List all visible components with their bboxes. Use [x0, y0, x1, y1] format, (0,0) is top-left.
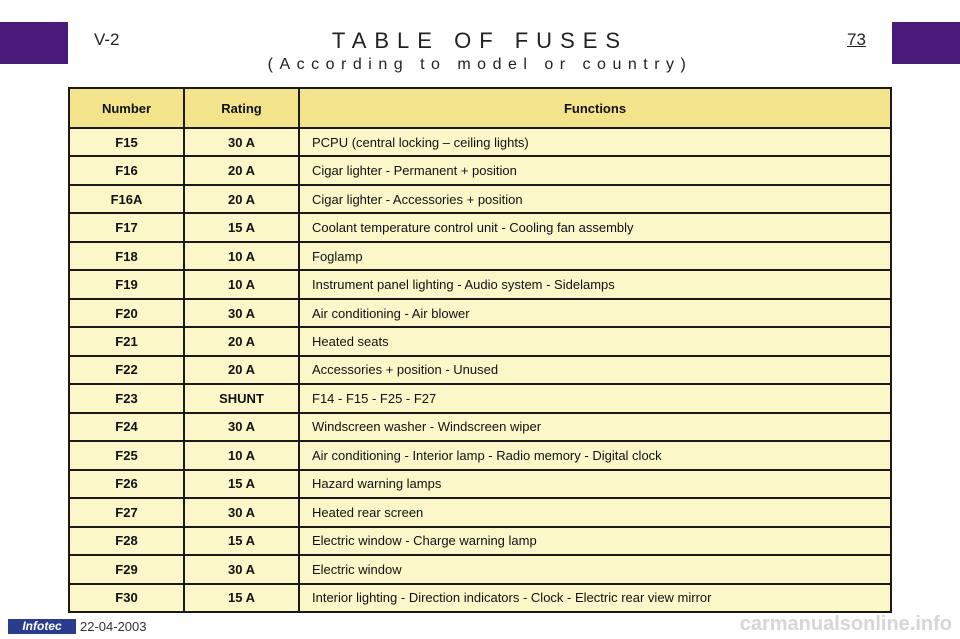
fuse-function-cell: Heated rear screen	[299, 498, 891, 526]
fuse-function-cell: Electric window	[299, 555, 891, 583]
fuse-function-cell: F14 - F15 - F25 - F27	[299, 384, 891, 412]
table-row	[69, 584, 891, 613]
table-row	[69, 555, 891, 583]
fuse-number-cell: F27	[69, 498, 184, 526]
column-header-rating: Rating	[184, 88, 299, 128]
table-header-row	[69, 88, 891, 128]
fuse-function-cell: Cigar lighter - Accessories + position	[299, 185, 891, 213]
footer-date: 22-04-2003	[80, 619, 147, 634]
table-row	[69, 299, 891, 327]
fuse-rating-cell: 20 A	[184, 327, 299, 355]
table-row	[69, 185, 891, 213]
fuse-function-cell: Heated seats	[299, 327, 891, 355]
fuse-rating-cell: 15 A	[184, 527, 299, 555]
fuse-function-cell: Coolant temperature control unit - Cooling fan assembly	[299, 213, 891, 241]
fuse-number-cell: F29	[69, 555, 184, 583]
table-row	[69, 413, 891, 441]
fuse-number-cell: F25	[69, 441, 184, 469]
table-row	[69, 384, 891, 412]
fuse-rating-cell: 30 A	[184, 498, 299, 526]
fuse-number-cell: F16	[69, 156, 184, 184]
fuse-function-cell: Windscreen washer - Windscreen wiper	[299, 413, 891, 441]
fuse-number-cell: F16A	[69, 185, 184, 213]
fuse-rating-cell: 10 A	[184, 441, 299, 469]
table-row	[69, 441, 891, 469]
fuse-function-cell: PCPU (central locking – ceiling lights)	[299, 128, 891, 156]
fuse-rating-cell: 10 A	[184, 242, 299, 270]
fuse-function-cell: Air conditioning - Interior lamp - Radio memory - Digital clock	[299, 441, 891, 469]
fuse-number-cell: F26	[69, 470, 184, 498]
fuse-rating-cell: 15 A	[184, 213, 299, 241]
page-title: TABLE OF FUSES	[331, 28, 629, 53]
fuse-number-cell: F21	[69, 327, 184, 355]
fuse-function-cell: Hazard warning lamps	[299, 470, 891, 498]
fuse-number-cell: F18	[69, 242, 184, 270]
fuse-number-cell: F30	[69, 584, 184, 613]
fuse-rating-cell: 15 A	[184, 470, 299, 498]
fuse-rating-cell: 30 A	[184, 413, 299, 441]
table-row	[69, 213, 891, 241]
fuse-rating-cell: 30 A	[184, 555, 299, 583]
fuse-rating-cell: 20 A	[184, 185, 299, 213]
table-row	[69, 527, 891, 555]
fuse-function-cell: Instrument panel lighting - Audio system - Sidelamps	[299, 270, 891, 298]
fuse-number-cell: F28	[69, 527, 184, 555]
fuse-rating-cell: 20 A	[184, 356, 299, 384]
infotec-logo: Infotec	[8, 619, 76, 634]
fuse-function-cell: Electric window - Charge warning lamp	[299, 527, 891, 555]
fuse-number-cell: F15	[69, 128, 184, 156]
fuse-number-cell: F19	[69, 270, 184, 298]
column-header-functions: Functions	[299, 88, 891, 128]
table-row	[69, 270, 891, 298]
fuse-number-cell: F23	[69, 384, 184, 412]
table-row	[69, 356, 891, 384]
fuse-function-cell: Interior lighting - Direction indicators - Clock - Electric rear view mirror	[299, 584, 891, 613]
fuse-rating-cell: 20 A	[184, 156, 299, 184]
fuse-table-container	[68, 87, 892, 613]
fuse-rating-cell: 15 A	[184, 584, 299, 613]
table-row	[69, 156, 891, 184]
table-row	[69, 128, 891, 156]
section-code: V-2	[94, 30, 120, 49]
fuse-table	[68, 87, 892, 613]
page-subtitle: (According to model or country)	[267, 56, 693, 73]
fuse-rating-cell: 30 A	[184, 299, 299, 327]
fuse-number-cell: F24	[69, 413, 184, 441]
page-number: 73	[847, 30, 866, 49]
fuse-rating-cell: SHUNT	[184, 384, 299, 412]
fuse-number-cell: F20	[69, 299, 184, 327]
fuse-number-cell: F22	[69, 356, 184, 384]
fuse-function-cell: Air conditioning - Air blower	[299, 299, 891, 327]
fuse-table-body	[69, 128, 891, 612]
table-row	[69, 498, 891, 526]
fuse-function-cell: Foglamp	[299, 242, 891, 270]
table-row	[69, 242, 891, 270]
fuse-function-cell: Cigar lighter - Permanent + position	[299, 156, 891, 184]
table-row	[69, 327, 891, 355]
fuse-rating-cell: 10 A	[184, 270, 299, 298]
table-row	[69, 470, 891, 498]
fuse-number-cell: F17	[69, 213, 184, 241]
column-header-number: Number	[69, 88, 184, 128]
fuse-function-cell: Accessories + position - Unused	[299, 356, 891, 384]
fuse-rating-cell: 30 A	[184, 128, 299, 156]
watermark: carmanualsonline.info	[739, 613, 952, 635]
